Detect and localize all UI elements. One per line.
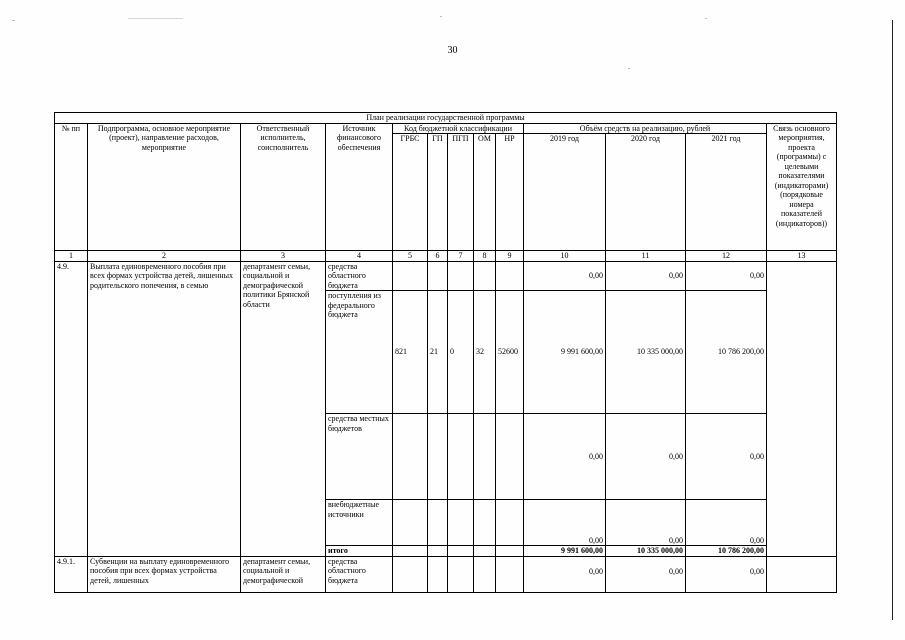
amount-2021: 0,00 (686, 414, 767, 500)
gp-cell: 21 (428, 291, 448, 414)
amount-2021: 10 786 200,00 (686, 291, 767, 414)
link-cell (767, 261, 837, 556)
col-number: 10 (524, 251, 606, 262)
grbs-cell (393, 500, 428, 546)
gp-cell (428, 500, 448, 546)
header-link: Связь основного мероприятия, проекта (программы) с целевыми показателями (индикаторами) (порядковые номера показателей (индикаторов)) (767, 123, 837, 251)
amount-2021: 0,00 (686, 261, 767, 291)
col-number: 2 (88, 251, 241, 262)
nr-cell: 52600 (496, 291, 524, 414)
header-2019: 2019 год (524, 134, 606, 251)
om-cell (474, 414, 496, 500)
grbs-cell (393, 414, 428, 500)
om-cell (474, 500, 496, 546)
col-number: 11 (606, 251, 686, 262)
pgp-cell (448, 556, 474, 592)
scan-edge-line (892, 20, 893, 620)
header-source: Источник финансового обеспечения (326, 123, 393, 251)
gp-cell (428, 556, 448, 592)
item-number: 4.9. (55, 261, 88, 556)
header-om: ОМ (474, 134, 496, 251)
col-number: 4 (326, 251, 393, 262)
gp-cell (428, 261, 448, 291)
col-number: 9 (496, 251, 524, 262)
col-number: 1 (55, 251, 88, 262)
page-number: 30 (447, 45, 458, 56)
col-number: 5 (393, 251, 428, 262)
grbs-cell (393, 546, 428, 557)
total-2020: 10 335 000,00 (606, 546, 686, 557)
source-cell: внебюджетные источники (326, 500, 393, 546)
amount-2021: 0,00 (686, 556, 767, 592)
pgp-cell (448, 414, 474, 500)
amount-2019: 0,00 (524, 556, 606, 592)
nr-cell (496, 556, 524, 592)
nr-cell (496, 546, 524, 557)
header-volume: Объём средств на реализацию, рублей (524, 123, 767, 134)
total-2021: 10 786 200,00 (686, 546, 767, 557)
col-number: 3 (241, 251, 326, 262)
program-plan-table (54, 112, 837, 593)
source-cell: средства областного бюджета (326, 261, 393, 291)
item-name: Выплата единовременного пособия при всех формах устройства детей, лишенных родительского попечения, в семью (88, 261, 241, 556)
item-executor: департамент семьи, социальной и демографической (241, 556, 326, 592)
header-name: Подпрограмма, основное мероприятие (проект), направление расходов, мероприятие (88, 123, 241, 251)
table-row (55, 261, 837, 291)
amount-2020: 10 335 000,00 (606, 291, 686, 414)
item-executor: департамент семьи, социальной и демографической политики Брянской области (241, 261, 326, 556)
header-grbs: ГРБС (393, 134, 428, 251)
amount-2020: 0,00 (606, 414, 686, 500)
table-row (55, 556, 837, 592)
total-label: итого (326, 546, 393, 557)
table-title: План реализации государственной программы (55, 113, 837, 124)
amount-2021: 0,00 (686, 500, 767, 546)
header-2021: 2021 год (686, 134, 767, 251)
grbs-cell (393, 556, 428, 592)
nr-cell (496, 414, 524, 500)
col-number: 8 (474, 251, 496, 262)
source-cell: средства местных бюджетов (326, 414, 393, 500)
header-gp: ГП (428, 134, 448, 251)
grbs-cell: 821 (393, 291, 428, 414)
nr-cell (496, 500, 524, 546)
source-cell: поступления из федерального бюджета (326, 291, 393, 414)
om-cell: 32 (474, 291, 496, 414)
amount-2019: 0,00 (524, 261, 606, 291)
grbs-cell (393, 261, 428, 291)
pgp-cell: 0 (448, 291, 474, 414)
item-name: Субвенции на выплату единовременного пособия при всех формах устройства детей, лишенных (88, 556, 241, 592)
om-cell (474, 261, 496, 291)
item-number: 4.9.1. (55, 556, 88, 592)
link-cell (767, 556, 837, 592)
amount-2019: 0,00 (524, 414, 606, 500)
pgp-cell (448, 261, 474, 291)
col-number: 7 (448, 251, 474, 262)
om-cell (474, 546, 496, 557)
total-2019: 9 991 600,00 (524, 546, 606, 557)
amount-2020: 0,00 (606, 261, 686, 291)
amount-2020: 0,00 (606, 556, 686, 592)
amount-2019: 0,00 (524, 500, 606, 546)
nr-cell (496, 261, 524, 291)
pgp-cell (448, 546, 474, 557)
pgp-cell (448, 500, 474, 546)
col-number: 13 (767, 251, 837, 262)
col-number: 6 (428, 251, 448, 262)
gp-cell (428, 546, 448, 557)
header-num: № пп (55, 123, 88, 251)
gp-cell (428, 414, 448, 500)
header-executor: Ответственный исполнитель, соисполнитель (241, 123, 326, 251)
header-2020: 2020 год (606, 134, 686, 251)
header-pgp: ПГП (448, 134, 474, 251)
source-cell: средства областного бюджета (326, 556, 393, 592)
col-number: 12 (686, 251, 767, 262)
om-cell (474, 556, 496, 592)
header-budget-code: Код бюджетной классификации (393, 123, 524, 134)
amount-2020: 0,00 (606, 500, 686, 546)
amount-2019: 9 991 600,00 (524, 291, 606, 414)
header-nr: НР (496, 134, 524, 251)
